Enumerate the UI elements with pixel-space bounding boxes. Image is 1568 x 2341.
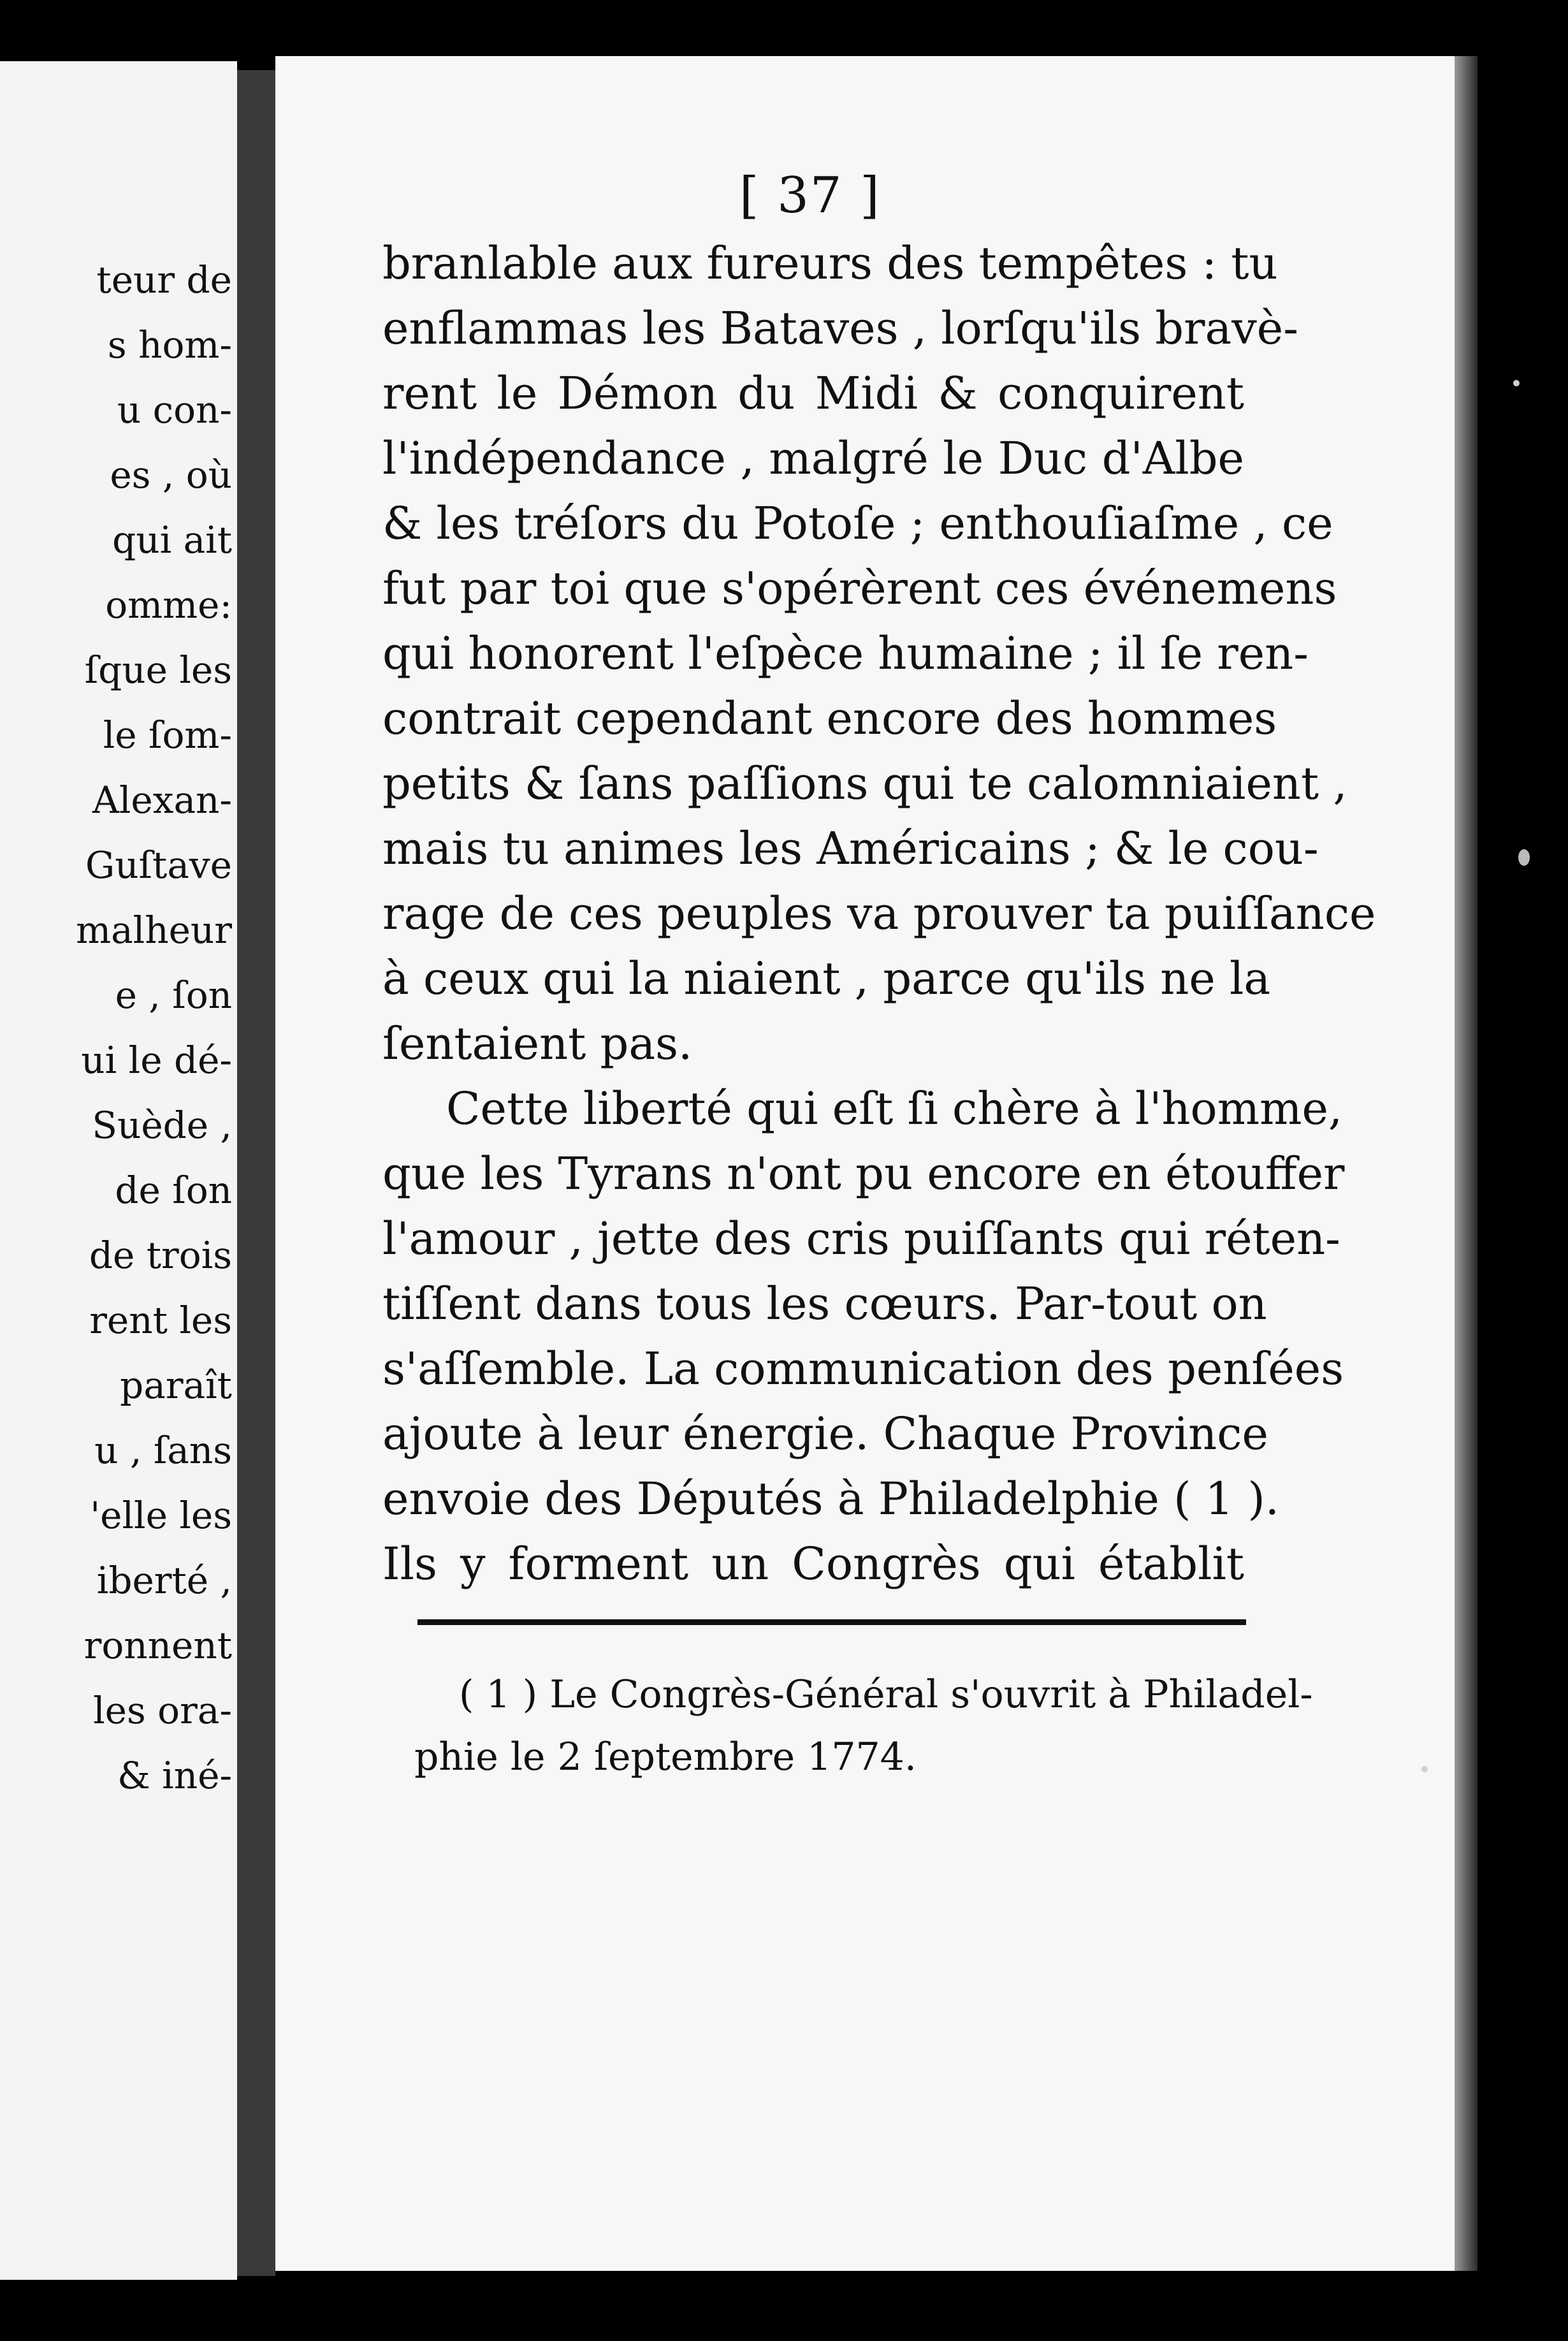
left-facing-page	[0, 61, 237, 2280]
body-text-line: ſentaient pas.	[382, 1017, 693, 1070]
scan-speck	[1421, 1766, 1428, 1772]
left-page-line: Alexan-	[92, 778, 232, 822]
scan-speck	[1513, 380, 1520, 386]
body-text-line: à ceux qui la niaient , parce qu'ils ne la	[382, 952, 1271, 1005]
body-text-line: que les Tyrans n'ont pu encore en étouffer	[382, 1148, 1345, 1200]
footnote-separator	[417, 1619, 1246, 1625]
body-text-line: rent le Démon du Midi & conquirent	[382, 367, 1244, 419]
body-text-line: l'amour , jette des cris puiſſants qui réten-	[382, 1213, 1340, 1265]
left-page-line: teur de	[96, 258, 232, 302]
body-text-line: s'aſſemble. La communication des penſées	[382, 1343, 1344, 1395]
left-page-line: ſque les	[84, 648, 232, 692]
left-page-line: 'elle les	[90, 1494, 232, 1537]
body-text-line: contrait cependant encore des hommes	[382, 692, 1277, 745]
left-page-line: les ora-	[93, 1689, 232, 1732]
body-text-line: enflammas les Bataves , lorſqu'ils bravè-	[382, 302, 1298, 354]
left-page-line: qui ait	[112, 518, 232, 562]
body-text-line: branlable aux fureurs des tempêtes : tu	[382, 237, 1278, 289]
body-text-line: qui honorent l'eſpèce humaine ; il ſe ren-	[382, 627, 1309, 680]
left-page-line: paraît	[120, 1364, 232, 1407]
paragraph-first-line: Cette liberté qui eſt ſi chère à l'homme,	[446, 1083, 1343, 1135]
left-page-line: ronnent	[83, 1624, 232, 1667]
body-text-line: envoie des Députés à Philadelphie ( 1 ).	[382, 1473, 1280, 1525]
body-text-line: mais tu animes les Américains ; & le cou-	[382, 822, 1319, 875]
left-page-line: es , où	[110, 453, 232, 497]
body-text-line: fut par toi que s'opérèrent ces événemens	[382, 562, 1337, 615]
left-page-line: omme:	[105, 583, 232, 627]
body-text-line: petits & ſans paſſions qui te calomniaient ,	[382, 757, 1347, 810]
scan-speck	[1518, 849, 1530, 866]
left-page-line: & iné-	[117, 1754, 232, 1797]
left-page-line: ui le dé-	[81, 1039, 232, 1082]
left-page-line: iberté ,	[96, 1559, 232, 1602]
footnote-line: phie le 2 ſeptembre 1774.	[414, 1735, 917, 1779]
left-page-line: malheur	[76, 908, 232, 952]
footnote-line: ( 1 ) Le Congrès-Général s'ouvrit à Philadel-	[459, 1672, 1313, 1717]
body-text-line: l'indépendance , malgré le Duc d'Albe	[382, 432, 1244, 485]
left-page-line: u , ſans	[94, 1429, 232, 1472]
body-text-line: tiſſent dans tous les cœurs. Par-tout on	[382, 1278, 1267, 1330]
body-text-line: Ils y forment un Congrès qui établit	[382, 1538, 1244, 1590]
left-page-line: rent les	[89, 1299, 232, 1342]
page-number: [ 37 ]	[739, 167, 881, 224]
body-text-line: ajoute à leur énergie. Chaque Province	[382, 1408, 1268, 1460]
left-page-line: s hom-	[107, 323, 232, 367]
left-page-line: u con-	[117, 388, 232, 432]
left-page-line: le ſom-	[103, 713, 232, 757]
left-page-line: de ſon	[115, 1169, 232, 1212]
left-page-line: e , ſon	[115, 974, 232, 1017]
page-edge-shadow	[1455, 56, 1477, 2271]
left-page-line: Suède ,	[92, 1104, 232, 1147]
left-page-line: Guſtave	[85, 843, 232, 887]
left-page-line: de trois	[89, 1234, 232, 1277]
book-gutter	[237, 70, 275, 2276]
body-text-line: rage de ces peuples va prouver ta puiſſance	[382, 887, 1376, 940]
body-text-line: & les tréſors du Potoſe ; enthouſiaſme , ce	[382, 497, 1333, 550]
